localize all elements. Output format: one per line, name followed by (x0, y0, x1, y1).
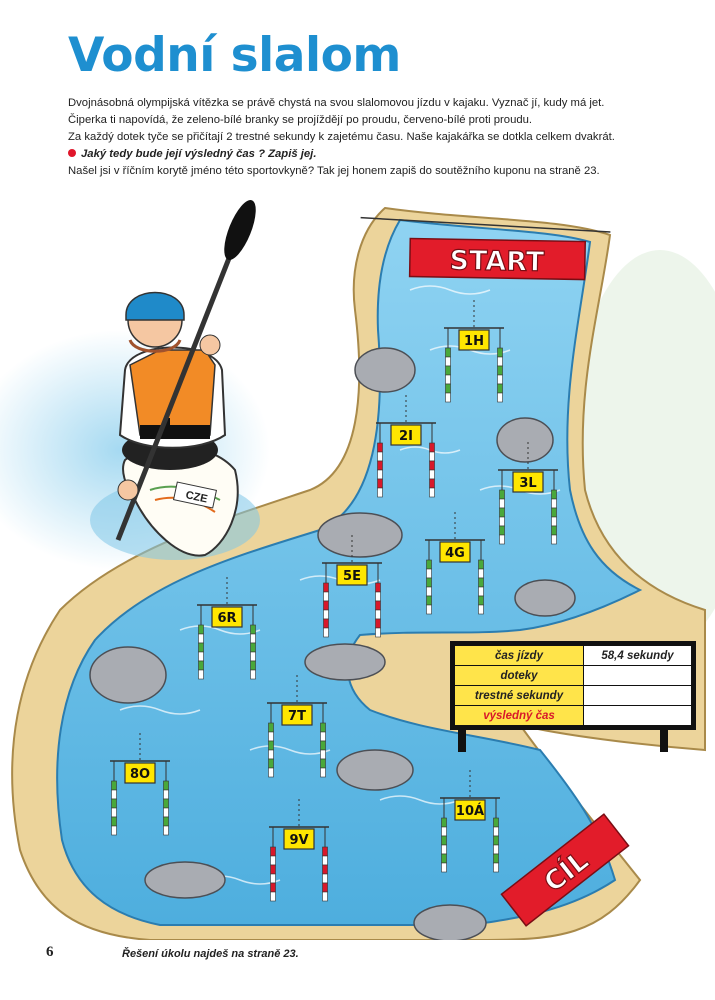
start-label: START (449, 245, 545, 278)
kayak-country: CZE (184, 489, 209, 506)
instruction-line: Čiperka ti napovídá, že zeleno-bílé branky se projíždějí po proudu, červeno-bílé proti proudu. (68, 114, 533, 126)
question-line (68, 146, 698, 163)
gate-label: 3L (519, 476, 537, 491)
instruction-line: Dvojnásobná olympijská vítězka se právě chystá na svou slalomovou jízdu v kajaku. Vyznač jí, kudy má jet. (68, 97, 605, 109)
gate-label: 10Á (455, 804, 485, 819)
rock (145, 862, 225, 898)
helmet (126, 293, 184, 321)
rock (90, 647, 166, 703)
rock (355, 348, 415, 392)
gate-label: 1H (464, 334, 484, 349)
score-label: doteky (455, 666, 584, 686)
instruction-line: Našel jsi v říčním korytě jméno této sportovkyně? Tak jej honem zapiš do soutěžního kuponu na straně 23. (68, 165, 600, 177)
bullet-icon (68, 149, 76, 157)
question: Jaký tedy bude její výsledný čas ? Zapiš jej. (81, 148, 317, 160)
scoreboard-leg (660, 730, 668, 752)
gate-label: 6R (217, 611, 237, 626)
gate-label: 7T (288, 709, 306, 724)
score-value[interactable] (584, 686, 692, 706)
score-value[interactable] (584, 666, 692, 686)
instructions (68, 95, 698, 180)
score-value[interactable]: 58,4 sekundy (584, 646, 692, 666)
scoreboard-leg (458, 730, 466, 752)
score-row (455, 706, 692, 726)
finish-label: CÍL (538, 845, 595, 899)
score-row (455, 666, 692, 686)
rock (305, 644, 385, 680)
rock (337, 750, 413, 790)
page-title: Vodní slalom (68, 28, 401, 83)
score-label: výsledný čas (455, 706, 584, 726)
score-label: čas jízdy (455, 646, 584, 666)
page-number: 6 (46, 944, 54, 960)
gate-label: 4G (445, 546, 465, 561)
instruction-line: Za každý dotek tyče se přičítají 2 trestné sekundy k zajetému času. Naše kajakářka se dotkla celkem dvakrát. (68, 131, 615, 143)
score-table (454, 645, 692, 726)
gate-label: 2I (399, 429, 413, 444)
score-label: trestné sekundy (455, 686, 584, 706)
gate-label: 8O (129, 767, 151, 782)
scoreboard (450, 641, 696, 730)
rock (497, 418, 553, 462)
score-row (455, 686, 692, 706)
score-row (455, 646, 692, 666)
gate-label: 5E (343, 569, 361, 584)
rock (414, 905, 486, 940)
rock (318, 513, 402, 557)
score-value[interactable] (584, 706, 692, 726)
gate-label: 9V (289, 833, 309, 848)
river-illustration (0, 190, 715, 940)
solution-note: Řešení úkolu najdeš na straně 23. (122, 948, 299, 960)
rock (515, 580, 575, 616)
